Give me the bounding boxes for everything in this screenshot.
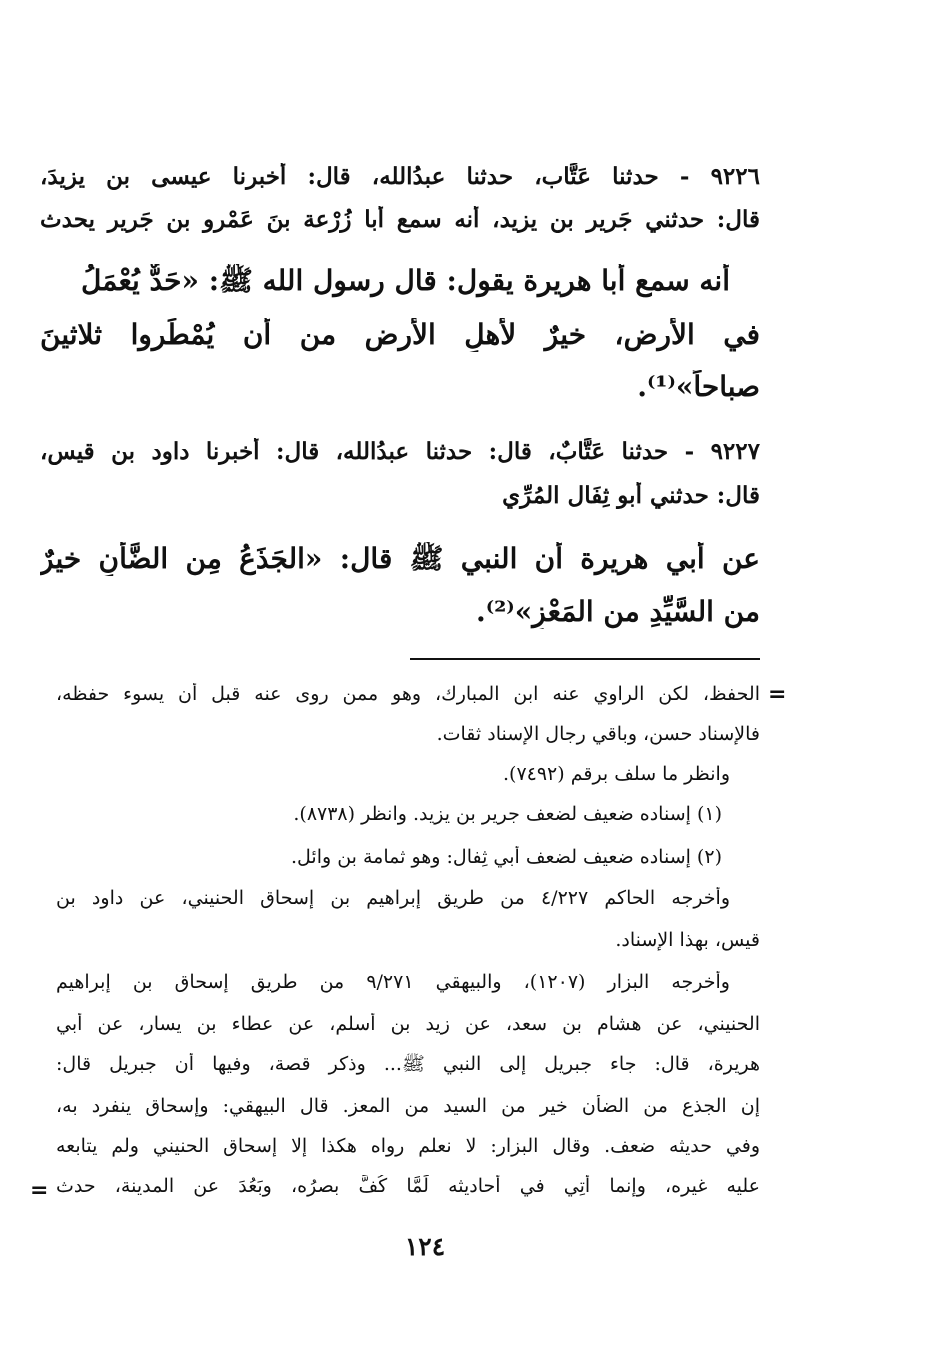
footnote-2-paragraph-2-line-4: إن الجذع من الضأن خير من السيد من المعز. قال البيهقي: وإسحاق ينفرد به،: [56, 1095, 760, 1117]
continuation-start-marker: =: [768, 682, 787, 707]
footnote-2: (٢) إسناده ضعيف لضعف أبي ثِفال: وهو ثمامة بن وائل.: [290, 846, 722, 868]
hadith-9226-isnad-line-1: ٩٢٢٦ - حدثنا عَتَّاب، حدثنا عبدُالله، قال: أخبرنا عيسى بن يزيدَ،: [40, 163, 760, 190]
footnote-continuation-line-2: فالإسناد حسن، وباقي رجال الإسناد ثقات.: [436, 723, 760, 745]
footnote-1: (١) إسناده ضعيف لضعف جرير بن يزيد. وانظر (٨٧٣٨).: [293, 803, 722, 825]
hadith-9227-matn-line-1: عن أبي هريرة أن النبي ﷺ قال: «الجَذَعُ مِن الضَّأْنِ خيرٌ: [40, 542, 760, 575]
hadith-9227-isnad-line-2: قال: حدثني أبو ثِفَال المُرِّي: [502, 482, 760, 509]
hadith-9226-matn-line-2: في الأرضِ، خيرٌ لأهلِ الأرضِ من أن يُمْطَروا ثلاثينَ: [40, 318, 760, 351]
footnote-2-paragraph-2-line-3: هريرة، قال: جاء جبريل إلى النبي ﷺ... وذكر قصة، وفيها أن جبريل قال:: [56, 1053, 760, 1075]
footnote-2-paragraph-2-line-2: الحنيني، عن هشام بن سعد، عن زيد بن أسلم، عن عطاء بن يسار، عن أبي: [56, 1013, 760, 1035]
footnote-2-paragraph-2-line-5: وفي حديثه ضعف. وقال البزار: لا نعلم رواه هكذا إلا إسحاق الحنيني ولم يتابعه: [56, 1135, 760, 1157]
hadith-9226-isnad-line-2: قال: حدثني جَرير بن يزيد، أنه سمع أبا زُرْعة بنَ عَمْرو بن جَرير يحدث: [40, 206, 760, 233]
hadith-9226-matn-line-3: صباحاً»⁽¹⁾.: [637, 370, 760, 403]
hadith-9226-matn-line-1: أنه سمع أبا هريرة يقول: قال رسول الله ﷺ: «حَدٌّ يُعْمَلُ: [81, 264, 730, 297]
footnote-2-paragraph-1-line-1: وأخرجه الحاكم ٤/٢٢٧ من طريق إبراهيم بن إسحاق الحنيني، عن داود بن: [56, 887, 731, 909]
footnote-2-paragraph-1-line-2: قيس، بهذا الإسناد.: [615, 929, 760, 951]
footnote-continuation-line-1: الحفظ، لكن الراوي عنه ابن المبارك، وهو ممن روى عنه قبل أن يسوء حفظه،: [56, 683, 760, 705]
footnote-2-paragraph-2-line-6: عليه غيره، وإنما أُتِي في أحاديثه لَمَّا كُفَّ بصرُه، وبَعُدَ عن المدينة، حدث: [56, 1175, 760, 1197]
footnote-continuation-line-3: وانظر ما سلف برقم (٧٤٩٢).: [502, 763, 730, 785]
page-number: ١٢٤: [404, 1232, 446, 1261]
continuation-end-marker: =: [30, 1178, 49, 1203]
hadith-9227-isnad-line-1: ٩٢٢٧ - حدثنا عَتَّابٌ، قال: حدثنا عبدُالله، قال: أخبرنا داود بن قيس،: [40, 438, 760, 465]
hadith-9227-matn-line-2: من السَّيِّدِ من المَعْزِ»⁽²⁾.: [476, 595, 760, 628]
footnote-2-paragraph-2-line-1: وأخرجه البزار (١٢٠٧)، والبيهقي ٩/٢٧١ من طريق إسحاق بن إبراهيم: [56, 971, 730, 993]
footnote-separator: [410, 658, 760, 660]
